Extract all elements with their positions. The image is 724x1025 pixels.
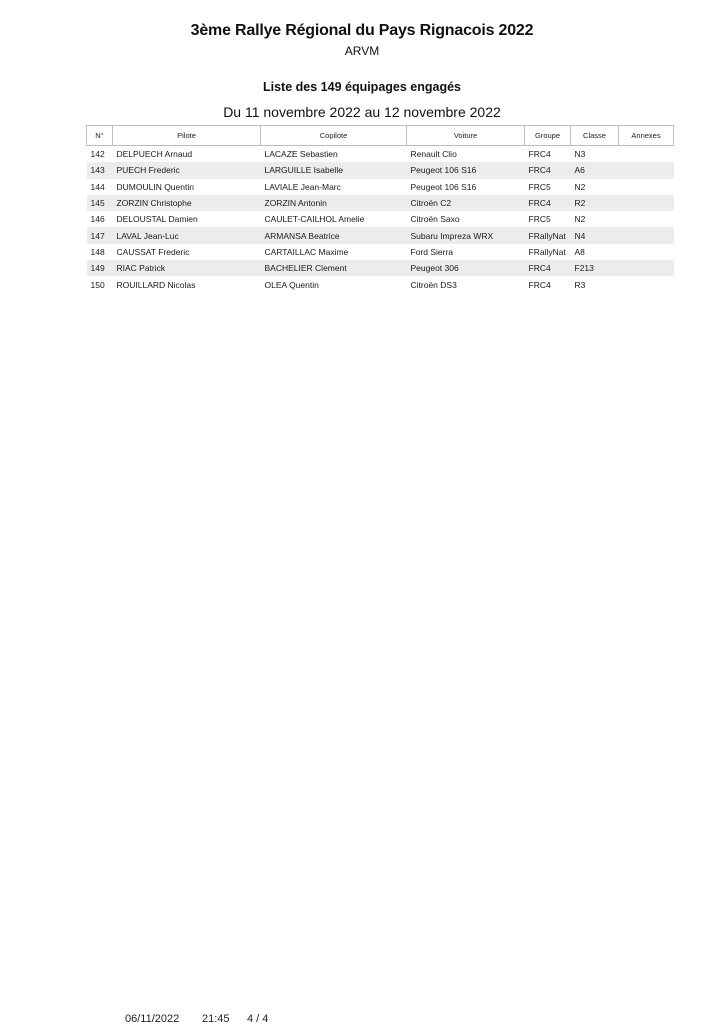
cell-num: 144 (90, 181, 105, 192)
cell-voiture: Renault Clio (410, 149, 457, 160)
cell-groupe: FRC4 (528, 149, 551, 160)
cell-pilote: LAVAL Jean-Luc (113, 227, 261, 243)
footer-time: 21:45 (202, 1013, 230, 1025)
cell-annexes (619, 146, 674, 163)
cell-pilote: PUECH Frederic (113, 162, 261, 178)
cell-voiture: Citroën Saxo (410, 214, 460, 225)
cell-groupe: FRC5 (528, 181, 551, 192)
cell-num: 149 (87, 260, 113, 276)
footer-page-number: 4 / 4 (247, 1013, 269, 1025)
table-row (87, 162, 674, 178)
cell-voiture: Subaru Impreza WRX (407, 227, 525, 243)
column-header-groupe: Groupe (525, 126, 571, 146)
cell-classe: N2 (574, 214, 586, 225)
cell-pilote: DUMOULIN Quentin (116, 181, 194, 192)
cell-copilote: LARGUILLE Isabelle (261, 162, 407, 178)
table-row (87, 244, 674, 260)
cell-voiture: Citroën C2 (407, 195, 525, 211)
cell-annexes (619, 211, 674, 227)
cell-annexes (619, 195, 674, 211)
list-title: Liste des 149 équipages engagés (263, 80, 461, 94)
cell-groupe: FRallyNat (525, 227, 571, 243)
cell-copilote: CARTAILLAC Maxime (264, 246, 349, 257)
cell-voiture: Peugeot 306 (407, 260, 525, 276)
cell-num: 142 (90, 149, 105, 160)
cell-copilote: BACHELIER Clement (261, 260, 407, 276)
cell-classe: R3 (574, 279, 586, 290)
cell-num: 148 (90, 246, 105, 257)
footer-date: 06/11/2022 (125, 1013, 180, 1025)
cell-copilote: ZORZIN Antonin (261, 195, 407, 211)
cell-copilote: LAVIALE Jean-Marc (264, 181, 341, 192)
cell-classe: A8 (574, 246, 585, 257)
cell-num: 150 (90, 279, 105, 290)
cell-copilote: LACAZE Sebastien (264, 149, 338, 160)
cell-copilote: OLEA Quentin (264, 279, 319, 290)
table-row (87, 227, 674, 243)
cell-groupe: FRC5 (528, 214, 551, 225)
cell-copilote: ARMANSA Beatrice (261, 227, 407, 243)
cell-groupe: FRC4 (528, 279, 551, 290)
cell-groupe: FRC4 (525, 162, 571, 178)
cell-annexes (619, 276, 674, 292)
cell-pilote: ZORZIN Christophe (113, 195, 261, 211)
cell-voiture: Peugeot 106 S16 (407, 162, 525, 178)
cell-classe: N3 (574, 149, 586, 160)
table-row (87, 195, 674, 211)
cell-annexes (619, 162, 674, 178)
cell-annexes (619, 260, 674, 276)
table-row (87, 260, 674, 276)
column-header-classe: Classe (571, 126, 619, 146)
column-header-num: N° (87, 126, 113, 146)
document-title: 3ème Rallye Régional du Pays Rignacois 2022 (190, 22, 534, 39)
event-dates: Du 11 novembre 2022 au 12 novembre 2022 (223, 104, 501, 120)
cell-groupe: FRC4 (525, 260, 571, 276)
cell-voiture: Peugeot 106 S16 (410, 181, 477, 192)
cell-classe: N4 (571, 227, 619, 243)
cell-copilote: CAULET-CAILHOL Amelie (264, 214, 365, 225)
cell-annexes (619, 227, 674, 243)
cell-pilote: ROUILLARD Nicolas (116, 279, 196, 290)
column-header-copilote: Copilote (261, 126, 407, 146)
table-row (87, 146, 674, 163)
table-row (87, 179, 674, 195)
cell-groupe: FRC4 (525, 195, 571, 211)
cell-pilote: RIAC Patrick (113, 260, 261, 276)
column-header-annexes: Annexes (619, 126, 674, 146)
organizer: ARVM (344, 44, 380, 58)
cell-num: 146 (90, 214, 105, 225)
table-header-row (87, 126, 674, 146)
cell-num: 145 (87, 195, 113, 211)
cell-voiture: Ford Sierra (410, 246, 454, 257)
cell-classe: R2 (571, 195, 619, 211)
column-header-pilote: Pilote (113, 126, 261, 146)
cell-annexes (619, 244, 674, 260)
cell-groupe: FRallyNat (528, 246, 566, 257)
cell-classe: N2 (574, 181, 586, 192)
cell-pilote: DELOUSTAL Damien (116, 214, 198, 225)
cell-pilote: CAUSSAT Frederic (116, 246, 190, 257)
cell-num: 147 (87, 227, 113, 243)
entries-table (86, 125, 674, 293)
cell-voiture: Citroën DS3 (410, 279, 457, 290)
cell-num: 143 (87, 162, 113, 178)
cell-classe: F213 (571, 260, 619, 276)
column-header-voiture: Voiture (407, 126, 525, 146)
cell-pilote: DELPUECH Arnaud (116, 149, 193, 160)
table-row (87, 276, 674, 292)
cell-annexes (619, 179, 674, 195)
cell-classe: A6 (571, 162, 619, 178)
table-row (87, 211, 674, 227)
